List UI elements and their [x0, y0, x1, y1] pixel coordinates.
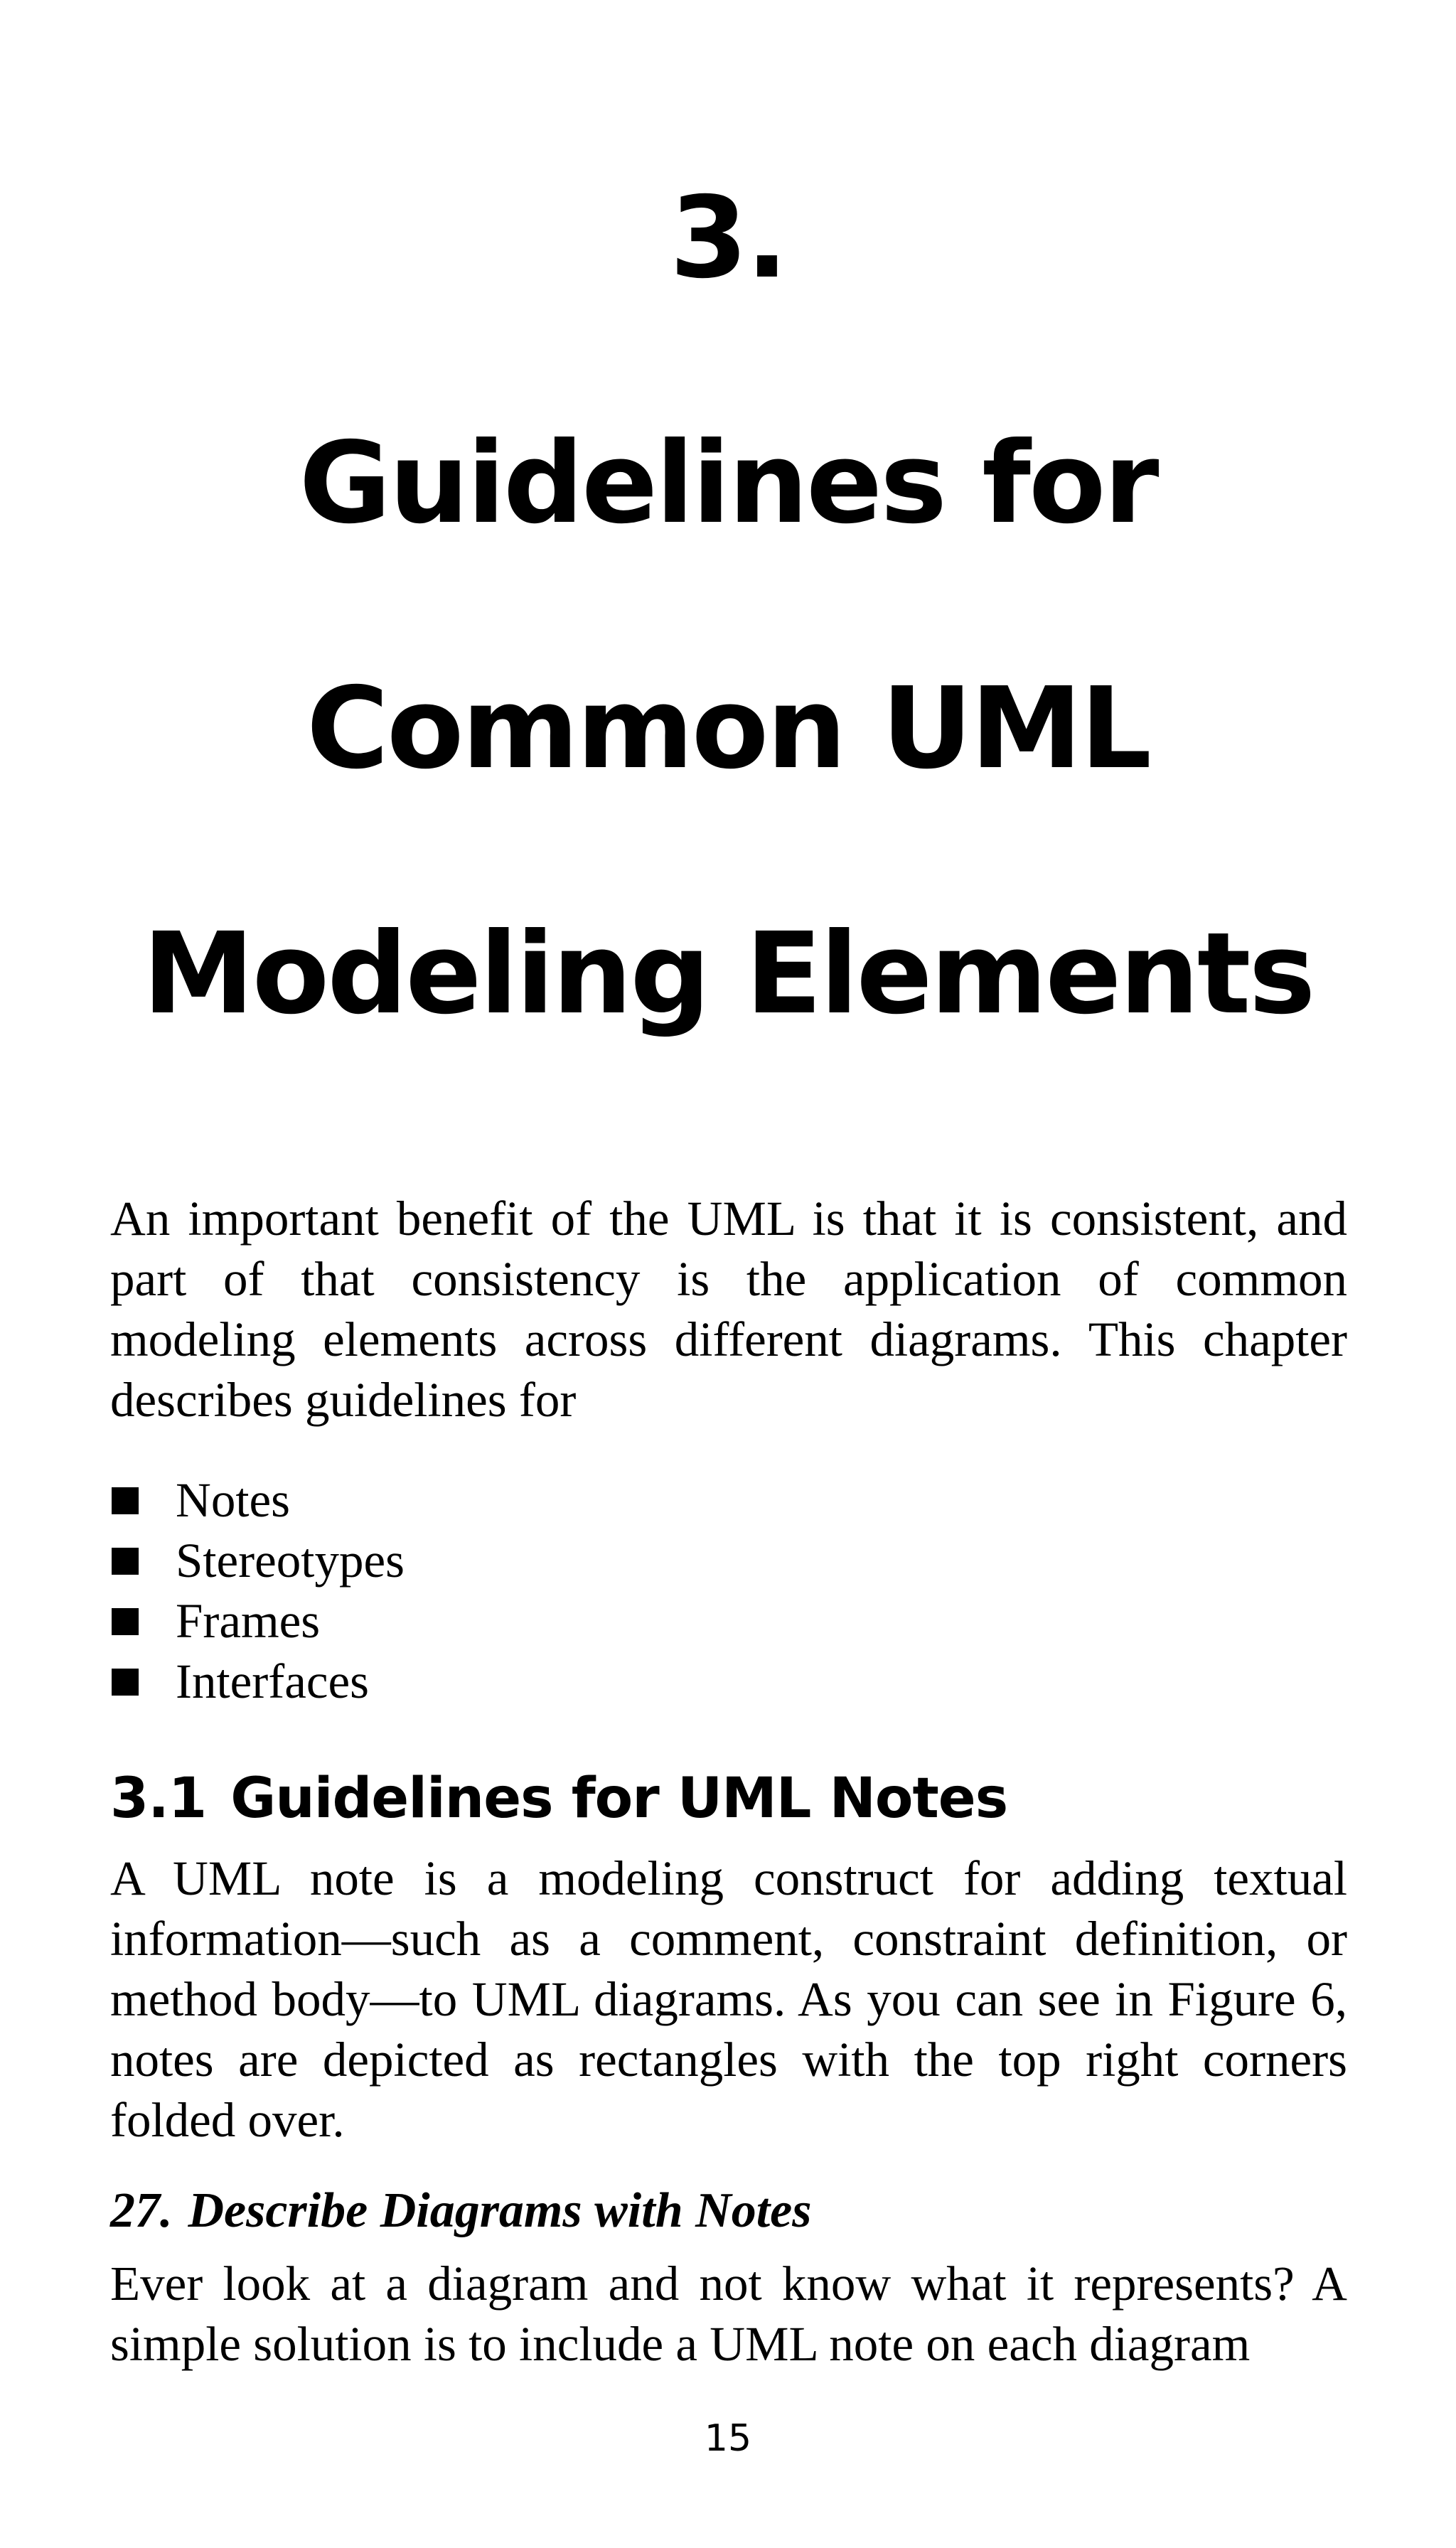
guideline-number: 27. [110, 2183, 173, 2238]
square-bullet-icon [112, 1487, 139, 1514]
guideline-paragraph: Ever look at a diagram and not know what it represents? A simple solution is to include a UML note on each diagram [110, 2257, 1347, 2371]
chapter-number: 3. [670, 173, 786, 304]
list-item-label: Stereotypes [176, 1533, 405, 1588]
chapter-title-line-2: Common UML [306, 663, 1150, 794]
section-number: 3.1 [110, 1767, 207, 1831]
list-item [110, 1470, 405, 1531]
list-item-label: Interfaces [176, 1654, 369, 1708]
square-bullet-icon [112, 1669, 139, 1696]
chapter-title-line-3: Modeling Elements [142, 909, 1314, 1039]
list-item [110, 1652, 405, 1712]
chapter-title-line-1: Guidelines for [299, 418, 1157, 549]
page-number: 15 [704, 2417, 752, 2460]
square-bullet-icon [112, 1548, 139, 1575]
list-item [110, 1591, 405, 1652]
chapter-title [0, 167, 1456, 1148]
list-item-label: Notes [176, 1473, 290, 1527]
topic-list [110, 1470, 405, 1712]
guideline-heading [110, 2183, 811, 2239]
section-paragraph: A UML note is a modeling construct for adding textual information—such as a comment, constraint definition, or method body—to UML diagrams. As you can see in Figure 6, notes are depicted as rectangles with the top right corners folded over. [110, 1851, 1347, 2147]
list-item [110, 1531, 405, 1591]
square-bullet-icon [112, 1608, 139, 1635]
intro-paragraph: An important benefit of the UML is that it is consistent, and part of that consistency is the application of common modeling elements across different diagrams. This chapter describes guidelines for [110, 1192, 1347, 1427]
section-title: Guidelines for UML Notes [230, 1767, 1008, 1831]
section-heading [110, 1767, 1007, 1831]
guideline-title: Describe Diagrams with Notes [188, 2183, 812, 2238]
list-item-label: Frames [176, 1594, 321, 1648]
